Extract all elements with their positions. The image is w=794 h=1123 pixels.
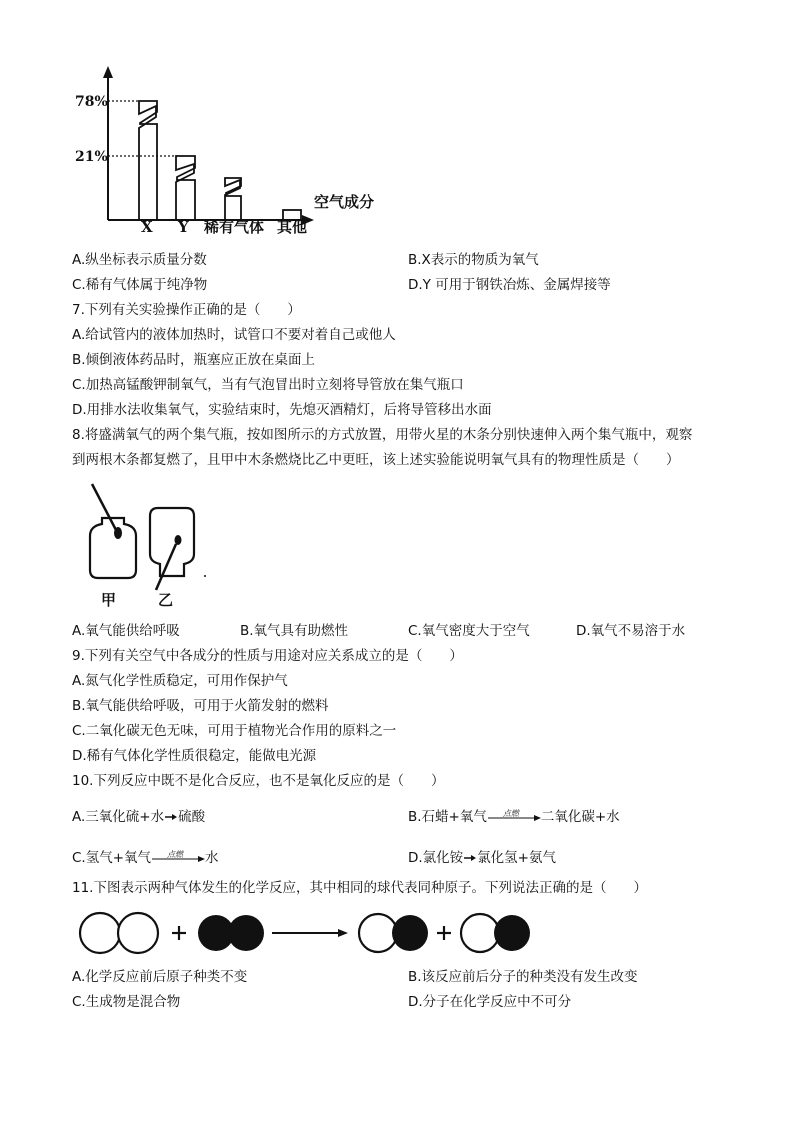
q7-option-b[interactable]: B.倾倒液体药品时，瓶塞应正放在桌面上 [72,352,316,368]
q9-option-c[interactable]: C.二氧化碳无色无味，可用于植物光合作用的原料之一 [72,723,397,739]
white-atom [359,914,397,952]
condition-label: 点燃 [167,850,184,859]
q10-c-reactants: C.氢气+氧气 [72,850,152,866]
q10-stem: 10.下列反应中既不是化合反应，也不是氧化反应的是（ ） [72,773,445,789]
bar-x [139,101,157,220]
short-arrow-icon [165,808,177,826]
white-atom [80,913,120,953]
black-atom [392,915,428,951]
q6-option-d[interactable]: D.Y 可用于钢铁冶炼、金属焊接等 [408,277,611,293]
molecule-reaction-diagram [76,906,546,962]
q8-stem-line-1: 8.将盛满氧气的两个集气瓶，按如图所示的方式放置，用带火星的木条分别快速伸入两个集气瓶中，观察 [72,427,693,443]
splint-jia [92,484,116,530]
x-label-y: Y [178,218,189,236]
black-atom [228,915,264,951]
bar-y [176,156,195,220]
q11-option-a[interactable]: A.化学反应前后原子种类不变 [72,969,248,985]
q6-option-b[interactable]: B.X表示的物质为氧气 [408,252,539,268]
ember-yi [175,535,182,545]
black-atom [494,915,530,951]
short-arrow-icon [464,849,476,867]
q8-option-a[interactable]: A.氧气能供给呼吸 [72,623,180,639]
q10-a-products: 硫酸 [178,809,206,825]
q9-option-d[interactable]: D.稀有气体化学性质很稳定，能做电光源 [72,748,317,764]
x-axis-title: 空气成分 [314,193,375,211]
ember-jia [114,527,122,539]
jar-label-jia: 甲 [101,591,117,609]
q8-stem-line-2: 到两根木条都复燃了，且甲中木条燃烧比乙中更旺，该上述实验能说明氧气具有的物理性质是（ ） [72,452,680,468]
q7-option-c[interactable]: C.加热高锰酸钾制氧气，当有气泡冒出时立刻将导管放在集气瓶口 [72,377,464,393]
x-label-x: X [141,218,153,236]
q10-b-products: 二氧化碳+水 [540,809,620,825]
q6-option-a[interactable]: A.纵坐标表示质量分数 [72,252,207,268]
q8-option-b[interactable]: B.氧气具有助燃性 [240,623,349,639]
q10-d-reactants: D.氯化铵 [408,850,464,866]
condition-arrow-icon [487,808,541,826]
white-atom [461,914,499,952]
q6-option-c[interactable]: C.稀有气体属于纯净物 [72,277,208,293]
q11-option-d[interactable]: D.分子在化学反应中不可分 [408,994,572,1010]
q10-option-b[interactable] [408,808,620,826]
condition-label: 点燃 [502,809,519,818]
q9-stem: 9.下列有关空气中各成分的性质与用途对应关系成立的是（ ） [72,648,463,664]
q8-option-c[interactable]: C.氧气密度大于空气 [408,623,530,639]
q10-b-reactants: B.石蜡+氧气 [408,809,487,825]
x-label-rare-gas: 稀有气体 [204,218,265,236]
jar-yi [150,508,194,576]
q11-stem: 11.下图表示两种气体发生的化学反应，其中相同的球代表同种原子。下列说法正确的是（ ） [72,880,647,896]
q7-option-d[interactable]: D.用排水法收集氧气，实验结束时，先熄灭酒精灯，后将导管移出水面 [72,402,492,418]
jar-label-yi: 乙 [158,591,174,609]
x-label-others: 其他 [277,218,308,236]
q10-option-a[interactable] [72,808,205,826]
jar-jia [90,518,136,578]
white-atom [118,913,158,953]
q8-option-d[interactable]: D.氧气不易溶于水 [576,623,686,639]
q10-c-products: 水 [205,850,219,866]
q9-option-a[interactable]: A.氮气化学性质稳定，可用作保护气 [72,673,288,689]
condition-arrow-icon [151,849,205,867]
q10-option-d[interactable] [408,849,556,867]
q11-option-c[interactable]: C.生成物是混合物 [72,994,181,1010]
q10-a-reactants: A.三氧化硫+水 [72,809,165,825]
y-tick-78: 78% [75,94,108,110]
q7-option-a[interactable]: A.给试管内的液体加热时，试管口不要对着自己或他人 [72,327,396,343]
q10-d-products: 氯化氢+氨气 [477,850,556,866]
q11-option-b[interactable]: B.该反应前后分子的种类没有发生改变 [408,969,638,985]
q7-stem: 7.下列有关实验操作正确的是（ ） [72,302,301,318]
q10-option-c[interactable] [72,849,219,867]
bar-rare-gas [225,178,241,220]
y-axis-arrow [103,66,113,78]
y-tick-21: 21% [75,149,108,165]
q9-option-b[interactable]: B.氧气能供给呼吸，可用于火箭发射的燃料 [72,698,329,714]
